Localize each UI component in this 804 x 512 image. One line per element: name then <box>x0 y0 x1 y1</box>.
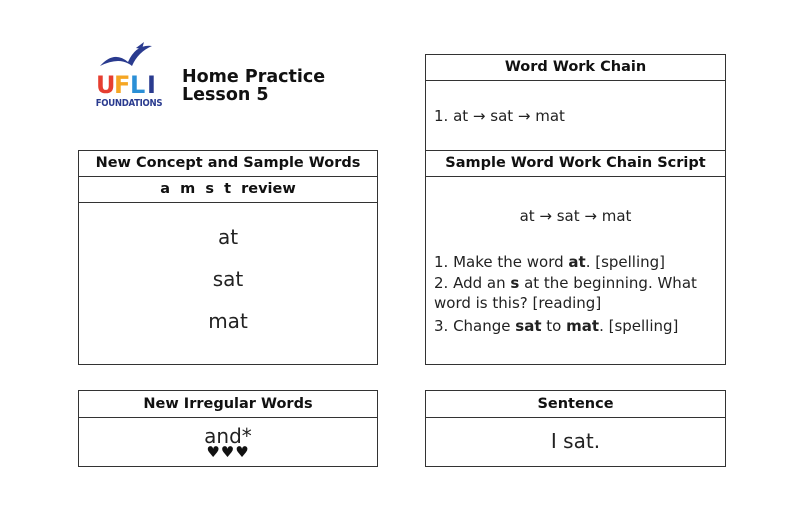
sentence-text: I sat. <box>550 429 601 453</box>
step-text: 1. Make the word <box>434 253 569 271</box>
sentence-header: Sentence <box>426 391 725 418</box>
step-bold: mat <box>566 316 600 335</box>
svg-text:L: L <box>130 71 146 99</box>
sentence-box <box>425 390 726 467</box>
sample-word: mat <box>208 309 248 333</box>
sample-words <box>79 203 377 348</box>
sample-word: at <box>217 225 239 249</box>
script-header: Sample Word Work Chain Script <box>426 151 725 177</box>
concept-subheader: a m s t review <box>79 177 377 203</box>
step-text: to <box>541 316 567 335</box>
irregular-box <box>78 390 378 467</box>
page-title <box>182 68 325 104</box>
svg-text:F: F <box>114 71 131 99</box>
irregular-header: New Irregular Words <box>79 391 377 418</box>
sample-word: sat <box>212 267 244 291</box>
script-step-2 <box>434 273 717 314</box>
step-text: . [spelling] <box>585 253 666 271</box>
logo-subtitle: FOUNDATIONS <box>95 98 163 109</box>
irregular-word: and* <box>204 424 252 448</box>
step-bold: at <box>568 253 586 271</box>
title-line-1: Home Practice <box>182 67 326 87</box>
concept-box <box>78 150 378 365</box>
concept-header: New Concept and Sample Words <box>79 151 377 177</box>
svg-text:U: U <box>96 71 116 99</box>
script-step-1 <box>434 252 717 273</box>
word-chain-text: 1. at → sat → mat <box>434 107 565 125</box>
step-bold: s <box>510 273 520 292</box>
step-bold: sat <box>515 316 542 335</box>
word-chain-header: Word Work Chain <box>426 55 725 81</box>
script-chain: at → sat → mat <box>519 207 632 225</box>
word-chain-box <box>425 54 726 151</box>
ufli-logo <box>92 40 166 112</box>
step-text: 2. Add an <box>434 273 511 292</box>
script-box <box>425 150 726 365</box>
script-steps <box>426 227 725 336</box>
step-text: . [spelling] <box>599 316 679 335</box>
script-step-3 <box>434 316 717 337</box>
step-text: at the beginning. What word is this? [reading] <box>434 273 697 312</box>
title-line-2: Lesson 5 <box>182 85 269 105</box>
heart-icons: ♥♥♥ <box>206 443 250 461</box>
step-text: 3. Change <box>434 316 516 335</box>
svg-text:I: I <box>147 71 156 99</box>
